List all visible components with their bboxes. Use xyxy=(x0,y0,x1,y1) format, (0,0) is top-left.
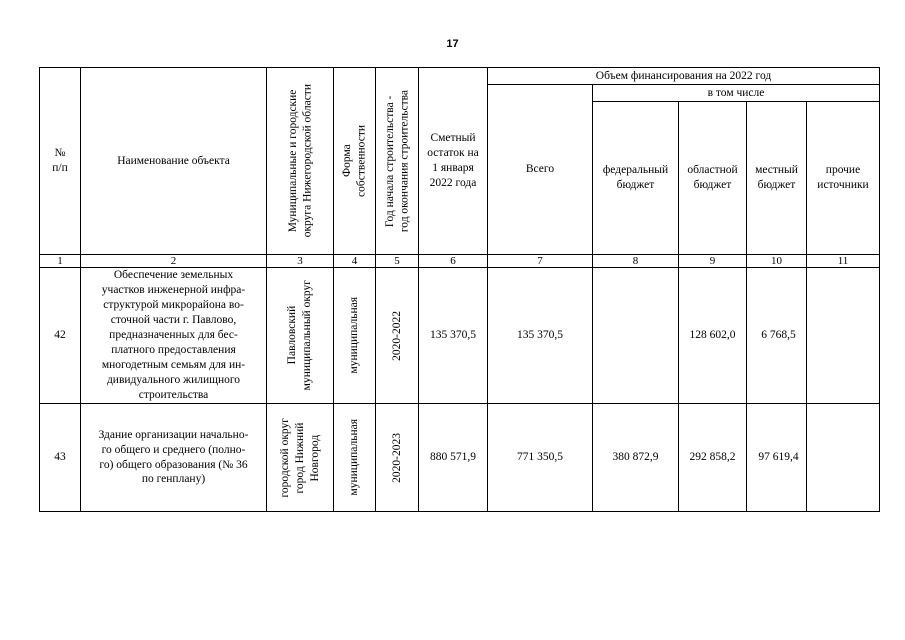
column-number: 11 xyxy=(807,255,880,268)
column-number: 6 xyxy=(419,255,488,268)
header-years xyxy=(376,68,419,255)
column-number: 9 xyxy=(679,255,747,268)
header-remaining-text: Сметный остаток на 1 января 2022 года xyxy=(427,132,479,189)
header-no xyxy=(40,68,81,255)
row-other xyxy=(807,404,880,512)
header-municipality-text: Муниципальные и городские округа Нижегородской области xyxy=(286,84,313,238)
column-number: 8 xyxy=(593,255,679,268)
row-name: Обеспечение земельных участков инженерной инфра- структурой микрорайона во- сточной части г. Павлово, предназначенных для бес- платного предоставления многодетным семьям для ин- дивидуального жилищного строительства xyxy=(81,268,267,404)
row-municipality: Павловский муниципальный округ xyxy=(286,280,313,391)
header-including xyxy=(593,85,880,102)
row-ownership: муниципальная xyxy=(348,297,361,374)
row-ownership-cell xyxy=(334,268,376,404)
header-regional-text: областной бюджет xyxy=(687,164,738,191)
row-remaining: 135 370,5 xyxy=(419,268,488,404)
column-number: 3 xyxy=(267,255,334,268)
header-including-text: в том числе xyxy=(707,86,765,99)
row-years: 2020-2023 xyxy=(390,432,403,483)
row-local: 6 768,5 xyxy=(747,268,807,404)
header-name xyxy=(81,68,267,255)
column-numbers-row xyxy=(40,255,880,268)
header-financing-text: Объем финансирования на 2022 год xyxy=(595,69,772,82)
row-municipality: городской округ город Нижний Новгород xyxy=(278,417,321,498)
header-financing xyxy=(488,68,880,85)
header-other xyxy=(807,102,880,255)
row-no: 43 xyxy=(40,404,81,512)
header-remaining xyxy=(419,68,488,255)
row-years: 2020-2022 xyxy=(390,310,403,361)
header-local-text: местный бюджет xyxy=(755,164,798,191)
header-years-text: Год начала строительства - год окончания строительства xyxy=(383,89,410,233)
column-number: 4 xyxy=(334,255,376,268)
row-years-cell xyxy=(376,268,419,404)
row-total: 771 350,5 xyxy=(488,404,593,512)
row-other xyxy=(807,268,880,404)
row-federal: 380 872,9 xyxy=(593,404,679,512)
header-ownership-text: Форма собственности xyxy=(341,125,368,197)
row-federal xyxy=(593,268,679,404)
table-row xyxy=(40,404,880,512)
row-remaining: 880 571,9 xyxy=(419,404,488,512)
header-local xyxy=(747,102,807,255)
row-municipality-cell xyxy=(267,268,334,404)
row-total: 135 370,5 xyxy=(488,268,593,404)
header-regional xyxy=(679,102,747,255)
header-federal xyxy=(593,102,679,255)
header-total xyxy=(488,85,593,255)
row-regional: 292 858,2 xyxy=(679,404,747,512)
row-municipality-cell xyxy=(267,404,334,512)
row-regional: 128 602,0 xyxy=(679,268,747,404)
header-federal-text: федеральный бюджет xyxy=(602,164,669,191)
header-ownership xyxy=(334,68,376,255)
header-total-text: Всего xyxy=(525,163,555,176)
row-ownership-cell xyxy=(334,404,376,512)
row-no: 42 xyxy=(40,268,81,404)
row-name: Здание организации начально- го общего и среднего (полно- го) общего образования (№ 36 по генплану) xyxy=(81,404,267,512)
column-number: 5 xyxy=(376,255,419,268)
row-years-cell xyxy=(376,404,419,512)
row-ownership: муниципальная xyxy=(348,419,361,496)
table-row xyxy=(40,268,880,404)
header-name-text: Наименование объекта xyxy=(117,154,230,167)
column-number: 10 xyxy=(747,255,807,268)
column-number: 1 xyxy=(40,255,81,268)
header-municipality xyxy=(267,68,334,255)
column-number: 7 xyxy=(488,255,593,268)
column-number: 2 xyxy=(81,255,267,268)
page-number: 17 xyxy=(446,38,459,50)
header-no-text: № п/п xyxy=(52,147,68,174)
header-other-text: прочие источники xyxy=(817,164,869,191)
financing-table xyxy=(39,67,880,512)
row-local: 97 619,4 xyxy=(747,404,807,512)
